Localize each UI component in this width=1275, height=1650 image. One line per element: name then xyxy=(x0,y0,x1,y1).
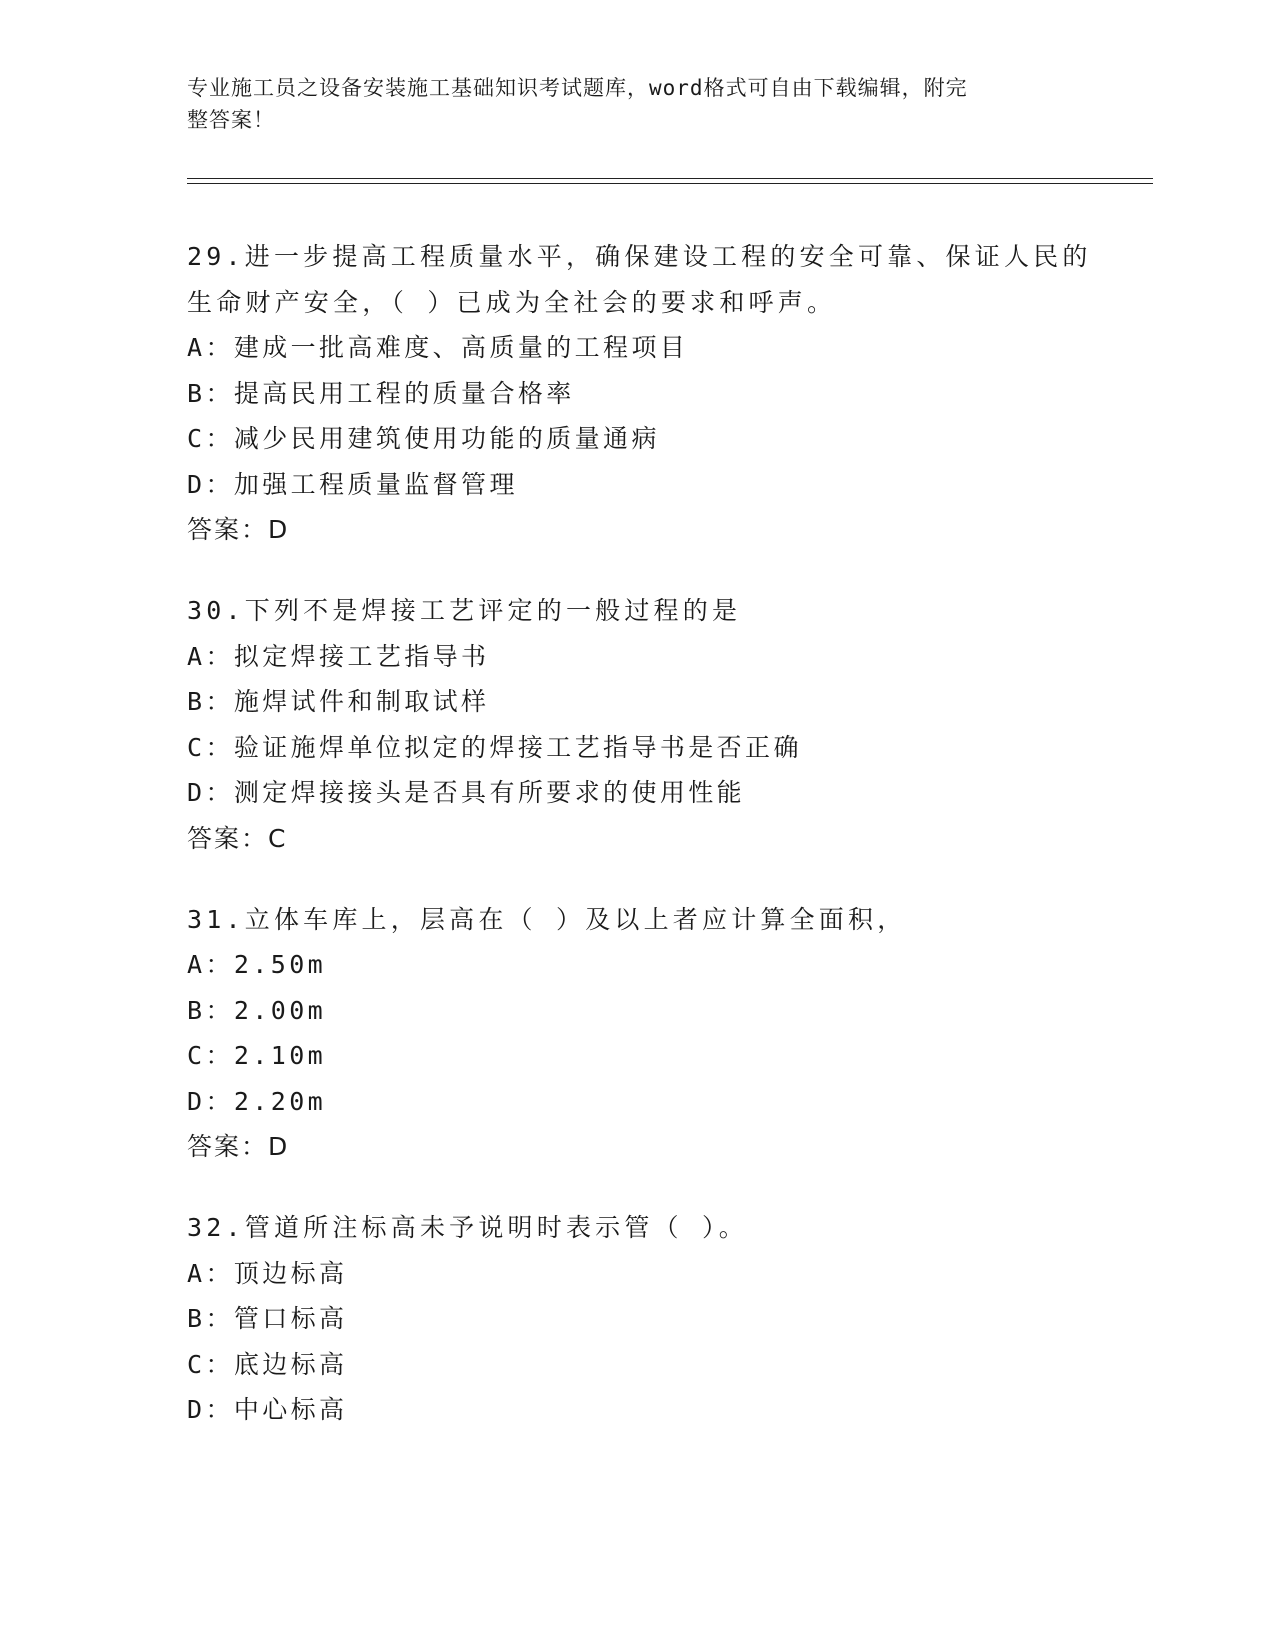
question-stem xyxy=(187,897,1147,943)
question-30 xyxy=(187,588,1147,862)
stem-line: 31.立体车库上，层高在（ ）及以上者应计算全面积， xyxy=(187,904,907,934)
option-text: 底边标高 xyxy=(233,1349,348,1379)
option-letter: C： xyxy=(187,1041,234,1070)
option-text: 提高民用工程的质量合格率 xyxy=(233,378,575,408)
option-text: 2.10m xyxy=(233,1041,327,1070)
question-stem xyxy=(187,588,1147,634)
header-divider-bottom xyxy=(187,183,1153,184)
option-letter: D： xyxy=(187,469,234,499)
header-divider-top xyxy=(187,178,1153,179)
option-letter: B： xyxy=(187,378,234,408)
option-b xyxy=(187,371,1147,417)
option-text: 施焊试件和制取试样 xyxy=(233,687,490,716)
question-list xyxy=(187,234,1147,1468)
option-c xyxy=(187,725,1147,771)
option-text: 顶边标高 xyxy=(233,1258,348,1288)
option-a xyxy=(187,942,1147,988)
option-text: 中心标高 xyxy=(233,1395,348,1424)
option-c xyxy=(187,1033,1147,1079)
option-letter: D： xyxy=(187,1086,234,1116)
option-text: 加强工程质量监督管理 xyxy=(233,469,518,499)
stem-line: 29.进一步提高工程质量水平，确保建设工程的安全可靠、保证人民的 xyxy=(187,242,1092,271)
header-line-2: 整答案！ xyxy=(187,108,275,132)
option-letter: A： xyxy=(187,950,234,979)
stem-line: 生命财产安全，（ ）已成为全社会的要求和呼声。 xyxy=(187,287,837,317)
option-text: 2.50m xyxy=(233,950,327,979)
option-letter: A： xyxy=(187,333,234,362)
question-stem xyxy=(187,1205,1147,1251)
question-31 xyxy=(187,897,1147,1171)
option-text: 减少民用建筑使用功能的质量通病 xyxy=(233,424,660,453)
option-b xyxy=(187,679,1147,725)
option-letter: B： xyxy=(187,995,234,1025)
option-letter: D： xyxy=(187,778,234,807)
option-text: 建成一批高难度、高质量的工程项目 xyxy=(233,333,689,362)
option-letter: C： xyxy=(187,1349,234,1379)
option-c xyxy=(187,416,1147,462)
answer-line: 答案：D xyxy=(187,515,290,544)
option-letter: B： xyxy=(187,687,234,716)
answer-line: 答案：C xyxy=(187,823,288,853)
option-b xyxy=(187,988,1147,1034)
option-letter: A： xyxy=(187,641,234,671)
option-text: 拟定焊接工艺指导书 xyxy=(233,641,490,671)
stem-line: 32.管道所注标高未予说明时表示管（ ）。 xyxy=(187,1213,748,1242)
question-29 xyxy=(187,234,1147,553)
option-letter: C： xyxy=(187,424,234,453)
option-d xyxy=(187,1079,1147,1125)
option-letter: A： xyxy=(187,1258,234,1288)
answer-line: 答案：D xyxy=(187,1132,290,1161)
option-letter: B： xyxy=(187,1304,234,1333)
option-a xyxy=(187,634,1147,680)
option-text: 验证施焊单位拟定的焊接工艺指导书是否正确 xyxy=(233,732,802,762)
header-line-1: 专业施工员之设备安装施工基础知识考试题库，word格式可自由下载编辑，附完 xyxy=(187,76,968,100)
question-32 xyxy=(187,1205,1147,1433)
option-letter: D： xyxy=(187,1395,234,1424)
option-text: 测定焊接接头是否具有所要求的使用性能 xyxy=(233,778,746,807)
option-d xyxy=(187,462,1147,508)
option-d xyxy=(187,770,1147,816)
option-a xyxy=(187,325,1147,371)
option-b xyxy=(187,1296,1147,1342)
question-stem xyxy=(187,234,1147,325)
option-text: 2.00m xyxy=(233,995,327,1025)
option-d xyxy=(187,1387,1147,1433)
stem-line: 30.下列不是焊接工艺评定的一般过程的是 xyxy=(187,596,742,625)
option-c xyxy=(187,1342,1147,1388)
option-a xyxy=(187,1251,1147,1297)
option-text: 2.20m xyxy=(233,1086,327,1116)
option-letter: C： xyxy=(187,732,234,762)
option-text: 管口标高 xyxy=(233,1304,348,1333)
document-header xyxy=(187,72,1087,136)
